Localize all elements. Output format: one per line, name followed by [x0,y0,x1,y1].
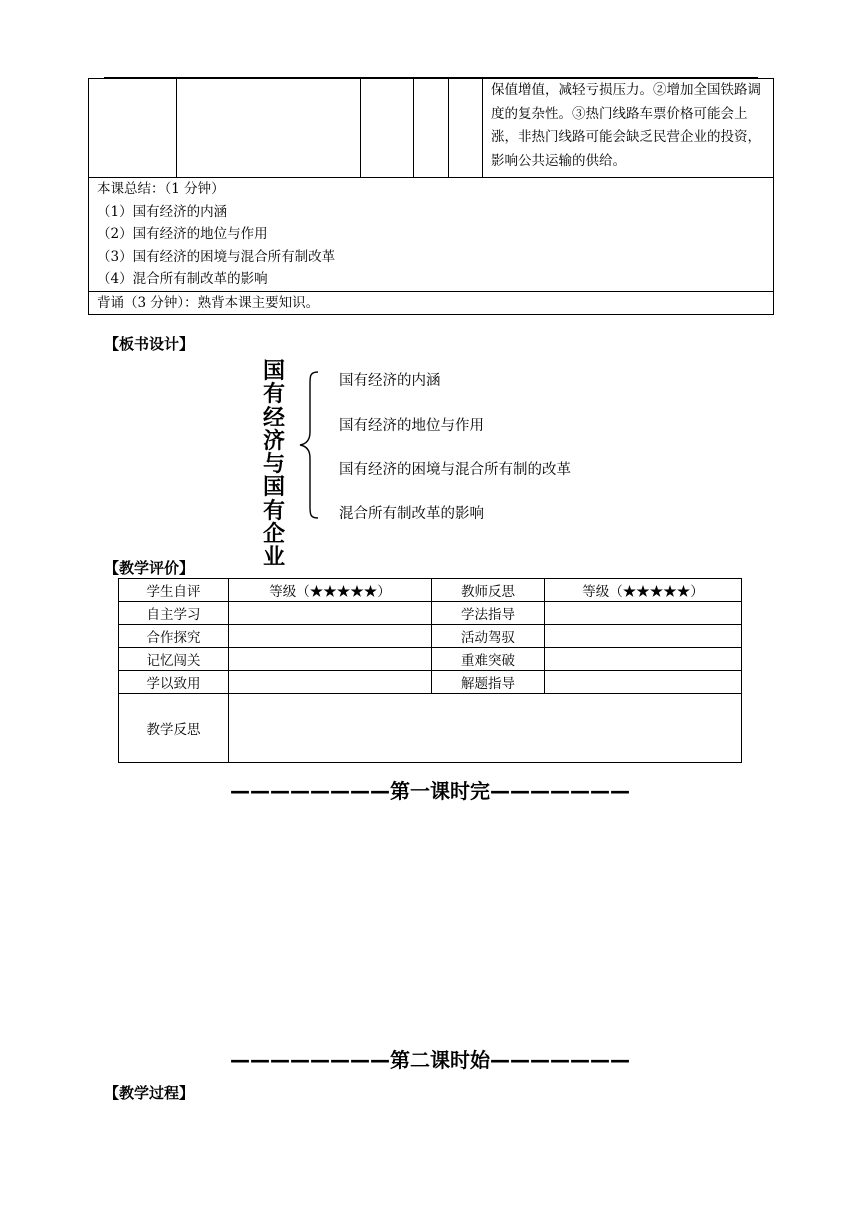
table-cell [449,79,483,178]
table-cell [177,79,361,178]
rating-cell [229,602,432,625]
table-cell [414,79,449,178]
row-label: 记忆闯关 [119,648,229,671]
continued-analysis-text: 保值增值，减轻亏损压力。②增加全国铁路调度的复杂性。③热门线路车票价格可能会上涨，非热门线路可能会缺乏民营企业的投资，影响公共运输的供给。 [483,79,774,178]
first-period-end-divider: ————————第一课时完——————— [230,779,630,803]
row-label: 学法指导 [432,602,545,625]
rating-cell [545,648,742,671]
table-row [119,671,742,694]
table-row [119,694,742,763]
rating-cell [545,625,742,648]
header-cell: 教师反思 [432,579,545,602]
board-vertical-title: 国 有 经 济 与 国 有 企 业 [262,359,285,571]
reflection-label: 教学反思 [119,694,229,763]
evaluation-heading: 【教学评价】 [104,559,195,577]
row-label: 合作探究 [119,625,229,648]
rating-cell [229,625,432,648]
evaluation-table [118,578,742,763]
table-row [119,625,742,648]
rating-cell [545,671,742,694]
lesson-summary [89,178,774,292]
reflection-cell [229,694,742,763]
header-cell: 等级（★★★★★） [229,579,432,602]
board-item: 混合所有制改革的影响 [339,506,484,522]
summary-item: （1）国有经济的内涵 [97,203,228,220]
rating-cell [545,602,742,625]
board-item: 国有经济的困境与混合所有制的改革 [339,462,571,478]
table-row [119,579,742,602]
rating-cell [229,671,432,694]
table-cell [89,79,177,178]
row-label: 活动驾驭 [432,625,545,648]
curly-brace-icon [298,370,322,520]
summary-item: （3）国有经济的困境与混合所有制改革 [97,248,336,265]
table-row [119,602,742,625]
row-label: 解题指导 [432,671,545,694]
table-cell [361,79,414,178]
summary-item: （2）国有经济的地位与作用 [97,226,268,242]
row-label: 重难突破 [432,648,545,671]
teaching-process-heading: 【教学过程】 [104,1084,195,1102]
summary-item: （4）混合所有制改革的影响 [97,271,268,287]
table-row [119,648,742,671]
board-item: 国有经济的地位与作用 [339,418,484,434]
header-cell: 学生自评 [119,579,229,602]
summary-title: 本课总结：（1 分钟） [97,181,225,197]
recite-row: 背诵（3 分钟）：熟背本课主要知识。 [89,291,774,314]
row-label: 学以致用 [119,671,229,694]
second-period-start-divider: ————————第二课时始——————— [230,1048,630,1072]
board-design-heading: 【板书设计】 [104,335,195,353]
row-label: 自主学习 [119,602,229,625]
header-cell: 等级（★★★★★） [545,579,742,602]
rating-cell [229,648,432,671]
lesson-table [88,78,774,315]
board-item: 国有经济的内涵 [339,373,441,389]
